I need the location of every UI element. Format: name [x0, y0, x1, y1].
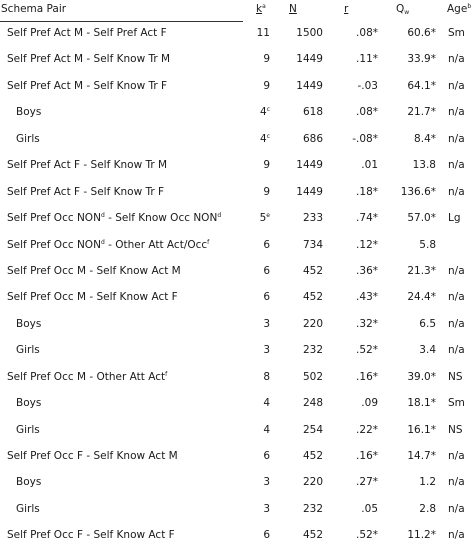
k-footnote: c	[266, 106, 270, 114]
q-cell: 60.6*	[407, 27, 436, 39]
k-cell	[250, 133, 270, 145]
k-cell	[250, 397, 270, 409]
n-cell: 452	[302, 264, 323, 277]
r-cell: .16*	[356, 450, 378, 462]
k-value: 9	[263, 53, 270, 66]
n-cell: 1449	[296, 159, 323, 172]
k-cell	[250, 106, 270, 118]
n-cell: 233	[302, 212, 323, 225]
n-cell: 686	[302, 132, 323, 145]
k-cell	[250, 239, 270, 251]
schema-pair-cell	[7, 239, 209, 251]
table-row	[0, 101, 474, 127]
k-value: 4	[260, 106, 267, 119]
q-cell: 3.4	[419, 344, 436, 357]
schema-pair-text: Self Pref Occ NON	[7, 212, 101, 225]
schema-pair-cell	[7, 186, 164, 198]
age-cell: n/a	[448, 185, 465, 198]
age-cell: Sm	[448, 27, 465, 39]
schema-pair-cell	[16, 476, 41, 488]
schema-pair-cell	[7, 212, 221, 224]
table-header	[0, 0, 474, 22]
k-value: 8	[263, 370, 270, 383]
schema-pair-text: Self Pref Occ M - Self Know Act M	[7, 264, 181, 277]
schema-pair-cell	[7, 265, 181, 277]
schema-pair-cell	[7, 159, 167, 171]
table-row	[0, 22, 474, 48]
n-cell: 254	[302, 423, 323, 436]
schema-pair-footnote-2: f	[207, 238, 210, 246]
table-row	[0, 339, 474, 365]
k-value: 3	[263, 476, 270, 489]
schema-pair-text: Self Pref Occ NON	[7, 238, 101, 251]
schema-pair-text: Girls	[16, 344, 40, 357]
n-cell: 220	[302, 476, 323, 489]
header-n: N	[289, 3, 297, 15]
schema-pair-text: Self Pref Occ F - Self Know Act M	[7, 450, 178, 462]
r-cell: .52*	[356, 529, 378, 542]
q-cell: 13.8	[412, 159, 436, 172]
n-cell: 618	[302, 106, 323, 119]
schema-pair-text-2: - Other Att Act/Occ	[104, 238, 208, 251]
q-cell: 2.8	[419, 502, 436, 515]
schema-pair-text: Boys	[16, 317, 42, 330]
k-value: 3	[263, 317, 270, 330]
table-row	[0, 498, 474, 524]
age-cell: NS	[448, 370, 463, 383]
table-row	[0, 392, 474, 418]
table-row	[0, 128, 474, 154]
age-cell: n/a	[448, 529, 465, 542]
header-q	[396, 3, 409, 15]
schema-pair-footnote: f	[165, 370, 168, 378]
r-cell: .05	[361, 502, 378, 515]
k-cell	[250, 424, 270, 436]
schema-pair-text: Self Pref Act F - Self Know Tr F	[7, 185, 165, 198]
q-cell: 8.4*	[414, 132, 436, 145]
k-cell	[250, 529, 270, 541]
header-age	[447, 3, 471, 15]
k-value: 6	[263, 264, 270, 277]
r-cell: .74*	[356, 212, 378, 225]
k-cell	[250, 344, 270, 356]
k-value: 9	[263, 159, 270, 172]
q-cell: 5.8	[419, 238, 436, 251]
k-cell	[250, 265, 270, 277]
k-cell	[250, 80, 270, 92]
schema-pair-text: Self Pref Occ M - Other Att Act	[7, 370, 166, 383]
n-cell: 452	[302, 529, 323, 542]
k-value: 11	[256, 27, 270, 39]
q-cell: 33.9*	[407, 53, 436, 66]
age-cell: n/a	[448, 502, 465, 515]
schema-pair-text: Boys	[16, 397, 42, 410]
k-cell	[250, 53, 270, 65]
q-cell: 14.7*	[407, 450, 436, 462]
table-row	[0, 48, 474, 74]
table-row	[0, 366, 474, 392]
table-row	[0, 286, 474, 312]
age-cell: NS	[448, 423, 463, 436]
table-row	[0, 471, 474, 497]
k-cell	[250, 503, 270, 515]
schema-pair-cell	[7, 529, 175, 541]
q-cell: 16.1*	[407, 423, 436, 436]
schema-pair-cell	[16, 424, 40, 436]
age-cell: n/a	[448, 317, 465, 330]
header-k-label: k	[256, 3, 263, 15]
schema-pair-cell	[16, 106, 41, 118]
table-row	[0, 207, 474, 233]
k-cell	[250, 450, 270, 462]
table-body	[0, 22, 474, 551]
age-cell: n/a	[448, 344, 465, 357]
table-row	[0, 313, 474, 339]
n-cell: 248	[302, 397, 323, 410]
age-cell: n/a	[448, 106, 465, 119]
table-row	[0, 154, 474, 180]
r-cell: .27*	[356, 476, 378, 489]
k-value: 6	[263, 450, 270, 462]
age-cell: n/a	[448, 450, 465, 462]
schema-pair-cell	[7, 291, 178, 303]
table-row	[0, 524, 474, 550]
r-cell: .11*	[356, 53, 378, 66]
age-cell: n/a	[448, 476, 465, 489]
n-cell: 1449	[296, 79, 323, 92]
n-cell: 502	[302, 370, 323, 383]
r-cell: .08*	[356, 27, 378, 39]
schema-pair-text: Boys	[16, 476, 42, 489]
r-cell: .43*	[356, 291, 378, 304]
q-cell: 1.2	[419, 476, 436, 489]
header-age-label: Age	[447, 3, 468, 15]
schema-pair-text: Self Pref Act M - Self Know Tr F	[7, 79, 168, 92]
schema-pair-cell	[7, 53, 170, 65]
schema-pair-cell	[7, 450, 178, 462]
header-k-footnote: a	[262, 3, 266, 10]
schema-pair-cell	[16, 344, 40, 356]
age-cell: Lg	[448, 212, 461, 225]
k-cell	[250, 291, 270, 303]
k-value: 4	[260, 132, 267, 145]
table-row	[0, 75, 474, 101]
k-value: 3	[263, 502, 270, 515]
q-cell: 18.1*	[407, 397, 436, 410]
age-cell: n/a	[448, 264, 465, 277]
header-age-footnote: b	[467, 3, 472, 10]
age-cell: n/a	[448, 291, 465, 304]
q-cell: 64.1*	[407, 79, 436, 92]
k-cell	[250, 318, 270, 330]
k-cell	[250, 186, 270, 198]
schema-pair-text-2: - Self Know Occ NON	[104, 212, 218, 225]
schema-pair-cell	[16, 397, 41, 409]
n-cell: 232	[302, 344, 323, 357]
table-row	[0, 419, 474, 445]
schema-pair-text: Girls	[16, 423, 40, 436]
schema-pair-text: Girls	[16, 502, 40, 515]
r-cell: .32*	[356, 317, 378, 330]
age-cell: n/a	[448, 79, 465, 92]
r-cell: .16*	[356, 370, 378, 383]
n-cell: 734	[302, 238, 323, 251]
r-cell: .52*	[356, 344, 378, 357]
schema-pair-cell	[16, 318, 41, 330]
age-cell: Sm	[448, 397, 465, 410]
table-row	[0, 181, 474, 207]
k-cell	[250, 159, 270, 171]
q-cell: 136.6*	[400, 185, 436, 198]
schema-pair-footnote: d	[100, 212, 105, 220]
schema-pair-cell	[7, 27, 167, 39]
schema-pair-text: Girls	[16, 132, 40, 145]
k-value: 6	[263, 529, 270, 542]
q-cell: 21.7*	[407, 106, 436, 119]
k-value: 6	[263, 291, 270, 304]
table-row	[0, 260, 474, 286]
k-value: 4	[263, 423, 270, 436]
schema-pair-cell	[7, 80, 167, 92]
header-q-label: Q	[396, 3, 405, 15]
k-value: 3	[263, 344, 270, 357]
schema-pair-text: Self Pref Act F - Self Know Tr M	[7, 159, 168, 172]
k-footnote: c	[266, 132, 270, 140]
header-q-subscript: w	[404, 9, 410, 16]
r-cell: .22*	[356, 423, 378, 436]
schema-pair-text: Self Pref Act M - Self Know Tr M	[7, 53, 171, 66]
r-cell: .01	[361, 159, 378, 172]
k-cell	[250, 476, 270, 488]
age-cell: n/a	[448, 53, 465, 66]
k-value: 9	[263, 185, 270, 198]
n-cell: 220	[302, 317, 323, 330]
table-row	[0, 234, 474, 260]
q-cell: 21.3*	[407, 264, 436, 277]
schema-pair-text: Self Pref Occ M - Self Know Act F	[7, 291, 178, 304]
n-cell: 452	[302, 291, 323, 304]
schema-pair-cell	[16, 503, 40, 515]
age-cell: n/a	[448, 132, 465, 145]
schema-pair-text: Boys	[16, 106, 42, 119]
r-cell: .18*	[356, 185, 378, 198]
q-cell: 24.4*	[407, 291, 436, 304]
r-cell: .09	[361, 397, 378, 410]
k-value: 9	[263, 79, 270, 92]
age-cell: n/a	[448, 159, 465, 172]
table-row	[0, 445, 474, 471]
schema-pair-cell	[16, 133, 40, 145]
n-cell: 1449	[296, 185, 323, 198]
schema-pair-cell	[7, 371, 167, 383]
r-cell: -.03	[357, 79, 378, 92]
k-cell	[250, 27, 270, 39]
r-cell: .12*	[356, 238, 378, 251]
header-k	[256, 3, 266, 15]
q-cell: 6.5	[419, 317, 436, 330]
k-value: 4	[263, 397, 270, 410]
schema-pair-footnote: d	[100, 238, 105, 246]
n-cell: 232	[302, 502, 323, 515]
q-cell: 57.0*	[407, 212, 436, 225]
k-value: 5	[259, 212, 267, 225]
schema-pair-footnote-2: d	[217, 212, 222, 220]
header-schema-pair: Schema Pair	[1, 3, 67, 15]
k-cell	[250, 212, 270, 224]
q-cell: 39.0*	[407, 370, 436, 383]
r-cell: -.08*	[352, 132, 378, 145]
k-footnote: e	[266, 212, 270, 220]
k-cell	[250, 371, 270, 383]
n-cell: 452	[302, 450, 323, 462]
header-r: r	[344, 3, 349, 15]
n-cell: 1449	[296, 53, 323, 66]
q-cell: 11.2*	[407, 529, 436, 542]
n-cell: 1500	[296, 27, 323, 39]
schema-pair-text: Self Pref Act M - Self Pref Act F	[7, 27, 167, 39]
k-value: 6	[263, 238, 270, 251]
r-cell: .08*	[356, 106, 378, 119]
schema-pair-text: Self Pref Occ F - Self Know Act F	[7, 529, 175, 542]
r-cell: .36*	[356, 264, 378, 277]
